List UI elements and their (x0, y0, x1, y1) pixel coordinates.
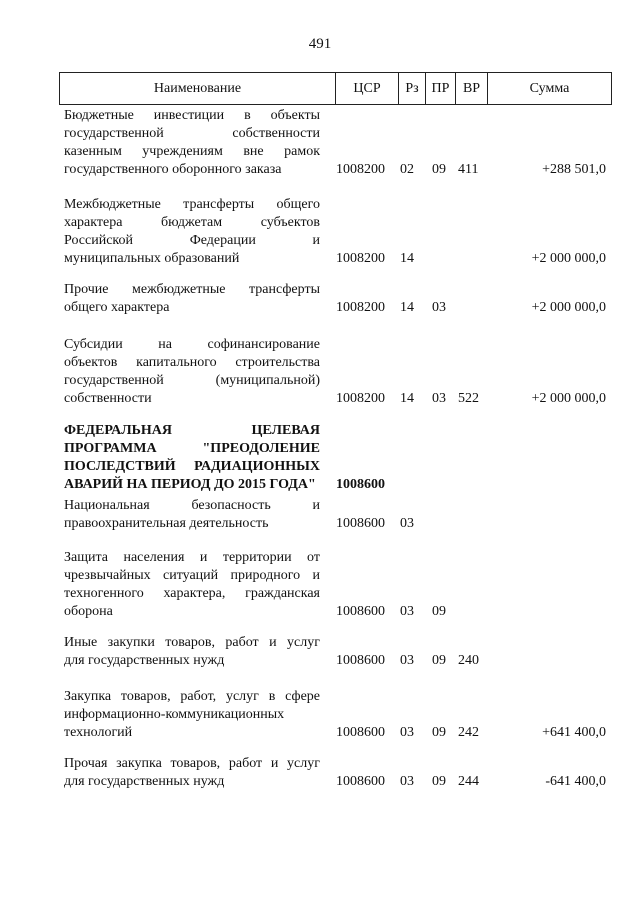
row-sum: +288 501,0 (542, 162, 606, 177)
row-sum: +2 000 000,0 (531, 391, 606, 406)
row-name-line: Бюджетные инвестиции в объекты (64, 108, 320, 123)
row-csr: 1008200 (336, 300, 385, 315)
row-rz: 14 (400, 251, 414, 266)
row-name-line: правоохранительная деятельность (64, 516, 269, 531)
column-header-name: Наименование (153, 81, 242, 96)
column-header-rz: Рз (398, 73, 425, 104)
row-csr: 1008600 (336, 604, 385, 619)
row-pr: 09 (432, 725, 446, 740)
column-header-vr: ВР (455, 73, 487, 104)
row-name-line: ФЕДЕРАЛЬНАЯ ЦЕЛЕВАЯ (64, 423, 320, 438)
row-pr: 03 (432, 391, 446, 406)
row-name (64, 549, 320, 621)
row-name-line: чрезвычайных ситуаций природного и (64, 568, 320, 583)
row-rz: 02 (400, 162, 414, 177)
row-name (64, 688, 320, 742)
row-name-line: Российской Федерации и (64, 233, 320, 248)
row-sum: +2 000 000,0 (531, 251, 606, 266)
table-header (59, 72, 612, 105)
row-name (64, 196, 320, 268)
row-rz: 03 (400, 604, 414, 619)
row-rz: 03 (400, 774, 414, 789)
row-rz: 03 (400, 516, 414, 531)
row-name-line: для государственных нужд (64, 774, 225, 789)
row-name-line: Межбюджетные трансферты общего (64, 197, 320, 212)
row-vr: 244 (458, 774, 479, 789)
row-name-line: Защита населения и территории от (64, 550, 320, 565)
row-name (64, 107, 320, 179)
row-pr: 09 (432, 653, 446, 668)
row-name (64, 422, 320, 494)
row-sum: -641 400,0 (545, 774, 606, 789)
row-name-line: объектов капитального строительства (64, 355, 320, 370)
row-name-line: Национальная безопасность и (64, 498, 320, 513)
row-csr: 1008600 (336, 653, 385, 668)
row-vr: 522 (458, 391, 479, 406)
row-name-line: ПРОГРАММА "ПРЕОДОЛЕНИЕ (64, 441, 320, 456)
row-rz: 03 (400, 653, 414, 668)
row-name-line: Иные закупки товаров, работ и услуг (64, 635, 320, 650)
row-name (64, 755, 320, 791)
row-rz: 03 (400, 725, 414, 740)
row-csr: 1008600 (336, 477, 385, 492)
row-pr: 09 (432, 162, 446, 177)
row-csr: 1008600 (336, 725, 385, 740)
row-vr: 242 (458, 725, 479, 740)
row-name-line: казенным учреждениям вне рамок (64, 144, 320, 159)
row-name-line: общего характера (64, 300, 170, 315)
row-name-line: Прочие межбюджетные трансферты (64, 282, 320, 297)
column-header-sum: Сумма (487, 73, 611, 104)
row-pr: 09 (432, 604, 446, 619)
row-name-line: государственной собственности (64, 126, 320, 141)
column-header-csr: ЦСР (335, 73, 398, 104)
row-csr: 1008600 (336, 516, 385, 531)
row-pr: 03 (432, 300, 446, 315)
row-csr: 1008600 (336, 774, 385, 789)
row-name-line: характера бюджетам субъектов (64, 215, 320, 230)
row-name-line: Закупка товаров, работ, услуг в сфере (64, 689, 320, 704)
row-name-line: АВАРИЙ НА ПЕРИОД ДО 2015 ГОДА" (64, 477, 316, 492)
row-name-line: технологий (64, 725, 133, 740)
row-csr: 1008200 (336, 162, 385, 177)
row-name-line: государственной (муниципальной) (64, 373, 320, 388)
row-name-line: оборона (64, 604, 113, 619)
row-sum: +641 400,0 (542, 725, 606, 740)
row-name-line: Субсидии на софинансирование (64, 337, 320, 352)
column-header-pr: ПР (425, 73, 455, 104)
row-name-line: техногенного характера, гражданская (64, 586, 320, 601)
page-number: 491 (308, 36, 332, 52)
row-rz: 14 (400, 300, 414, 315)
row-name-line: для государственных нужд (64, 653, 225, 668)
row-name-line: собственности (64, 391, 152, 406)
row-name-line: Прочая закупка товаров, работ и услуг (64, 756, 320, 771)
row-name-line: ПОСЛЕДСТВИЙ РАДИАЦИОННЫХ (64, 459, 320, 474)
row-vr: 411 (458, 162, 479, 177)
row-name-line: государственного оборонного заказа (64, 162, 282, 177)
row-csr: 1008200 (336, 391, 385, 406)
row-name (64, 336, 320, 408)
row-rz: 14 (400, 391, 414, 406)
row-name (64, 634, 320, 670)
row-name-line: муниципальных образований (64, 251, 240, 266)
row-name-line: информационно-коммуникационных (64, 707, 285, 722)
row-csr: 1008200 (336, 251, 385, 266)
row-sum: +2 000 000,0 (531, 300, 606, 315)
row-name (64, 497, 320, 533)
row-name (64, 281, 320, 317)
row-pr: 09 (432, 774, 446, 789)
row-vr: 240 (458, 653, 479, 668)
